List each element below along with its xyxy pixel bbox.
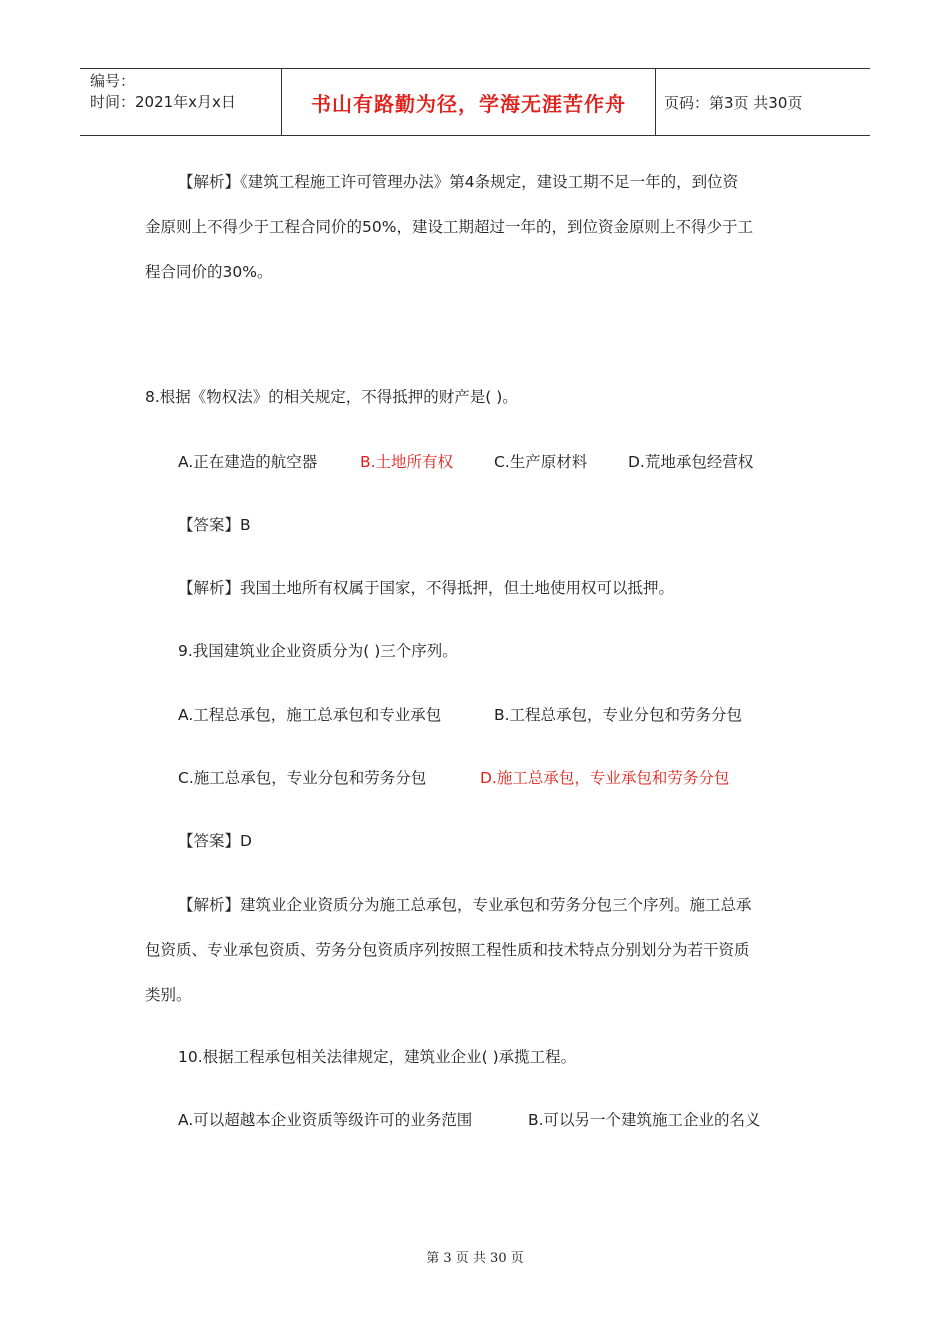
page-info: 页码：第3页 共30页	[664, 93, 803, 112]
q8-option-d: D.荒地承包经营权	[628, 453, 754, 471]
q9-answer: 【答案】D	[178, 832, 252, 850]
motto-text: 书山有路勤为径，学海无涯苦作舟	[311, 91, 626, 116]
page-footer: 第 3 页 共 30 页	[426, 1251, 524, 1266]
header-motto-cell	[282, 69, 656, 135]
number-label: 编号：	[90, 72, 136, 90]
q8-option-b-correct: B.土地所有权	[360, 453, 454, 471]
q9-explain-line3: 类别。	[145, 986, 192, 1004]
time-label: 时间：2021年x月x日	[90, 93, 236, 111]
explain7-line3: 程合同价的30%。	[145, 263, 273, 281]
q10-option-a: A.可以超越本企业资质等级许可的业务范围	[178, 1111, 473, 1129]
q8-option-a: A.正在建造的航空器	[178, 453, 318, 471]
q9-option-b: B.工程总承包，专业分包和劳务分包	[494, 706, 743, 724]
q10-question: 10.根据工程承包相关法律规定，建筑业企业( )承揽工程。	[178, 1048, 577, 1066]
header-page-cell	[656, 69, 870, 135]
q9-explain-line1: 【解析】建筑业企业资质分为施工总承包，专业承包和劳务分包三个序列。施工总承	[178, 896, 752, 914]
header-meta-cell	[80, 69, 282, 135]
explain7-line2: 金原则上不得少于工程合同价的50%，建设工期超过一年的，到位资金原则上不得少于工	[145, 218, 753, 236]
q9-option-a: A.工程总承包，施工总承包和专业承包	[178, 706, 442, 724]
q9-option-c: C.施工总承包，专业分包和劳务分包	[178, 769, 427, 787]
q10-option-b: B.可以另一个建筑施工企业的名义	[528, 1111, 761, 1129]
q8-option-c: C.生产原材料	[494, 453, 588, 471]
q8-explain: 【解析】我国土地所有权属于国家，不得抵押，但土地使用权可以抵押。	[178, 579, 675, 597]
q9-question: 9.我国建筑业企业资质分为( )三个序列。	[178, 642, 458, 660]
explain7-line1: 【解析】《建筑工程施工许可管理办法》第4条规定，建设工期不足一年的，到位资	[178, 173, 739, 191]
q9-option-d-correct: D.施工总承包，专业承包和劳务分包	[480, 769, 730, 787]
q8-question: 8.根据《物权法》的相关规定，不得抵押的财产是( )。	[145, 388, 518, 406]
page-header	[80, 68, 870, 136]
q9-explain-line2: 包资质、专业承包资质、劳务分包资质序列按照工程性质和技术特点分别划分为若干资质	[145, 941, 750, 959]
q8-answer: 【答案】B	[178, 516, 251, 534]
